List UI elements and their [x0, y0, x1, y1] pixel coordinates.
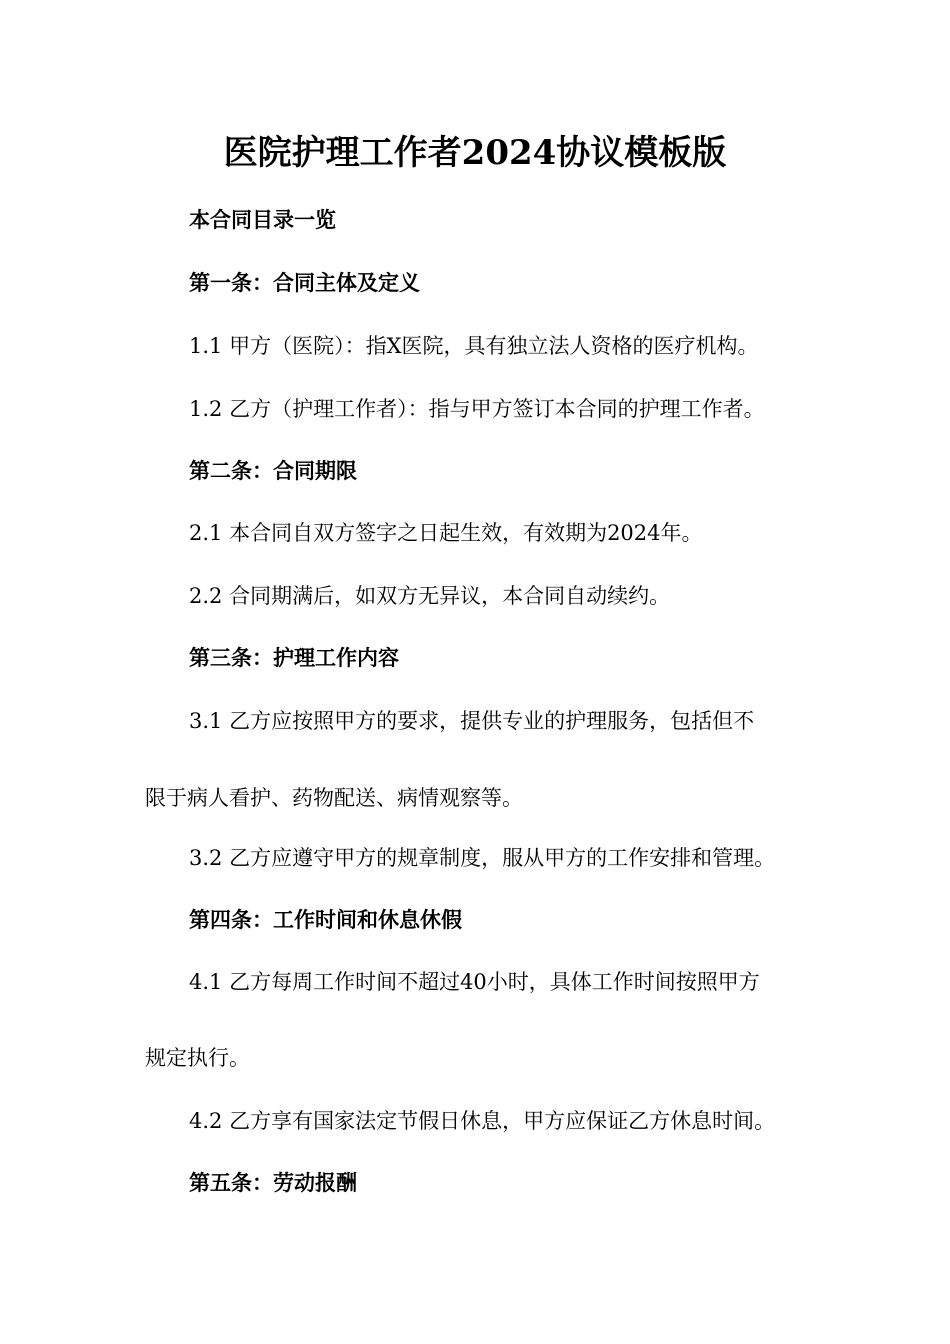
clause-4-1-line-2: 规定执行。 — [145, 1046, 250, 1070]
clause-4-2: 4.2 乙方享有国家法定节假日休息，甲方应保证乙方休息时间。 — [189, 1109, 776, 1133]
clause-2-2: 2.2 合同期满后，如双方无异议，本合同自动续约。 — [189, 584, 671, 608]
section-5-heading: 第五条：劳动报酬 — [189, 1170, 357, 1195]
toc-heading: 本合同目录一览 — [189, 207, 336, 232]
section-1-heading: 第一条：合同主体及定义 — [189, 270, 420, 295]
clause-3-1-line-2: 限于病人看护、药物配送、病情观察等。 — [145, 786, 523, 810]
section-2-heading: 第二条：合同期限 — [189, 458, 357, 483]
clause-2-1: 2.1 本合同自双方签字之日起生效，有效期为2024年。 — [189, 521, 703, 545]
section-4-heading: 第四条：工作时间和休息休假 — [189, 907, 462, 932]
clause-3-2: 3.2 乙方应遵守甲方的规章制度，服从甲方的工作安排和管理。 — [189, 846, 776, 870]
clause-1-1: 1.1 甲方（医院）：指X医院，具有独立法人资格的医疗机构。 — [189, 334, 759, 358]
clause-4-1-line-1: 4.1 乙方每周工作时间不超过40小时，具体工作时间按照甲方 — [189, 970, 760, 994]
document-title: 医院护理工作者2024协议模板版 — [223, 133, 727, 173]
clause-1-2: 1.2 乙方（护理工作者）：指与甲方签订本合同的护理工作者。 — [189, 397, 765, 421]
clause-3-1-line-1: 3.1 乙方应按照甲方的要求，提供专业的护理服务，包括但不 — [189, 709, 755, 733]
section-3-heading: 第三条：护理工作内容 — [189, 645, 399, 670]
